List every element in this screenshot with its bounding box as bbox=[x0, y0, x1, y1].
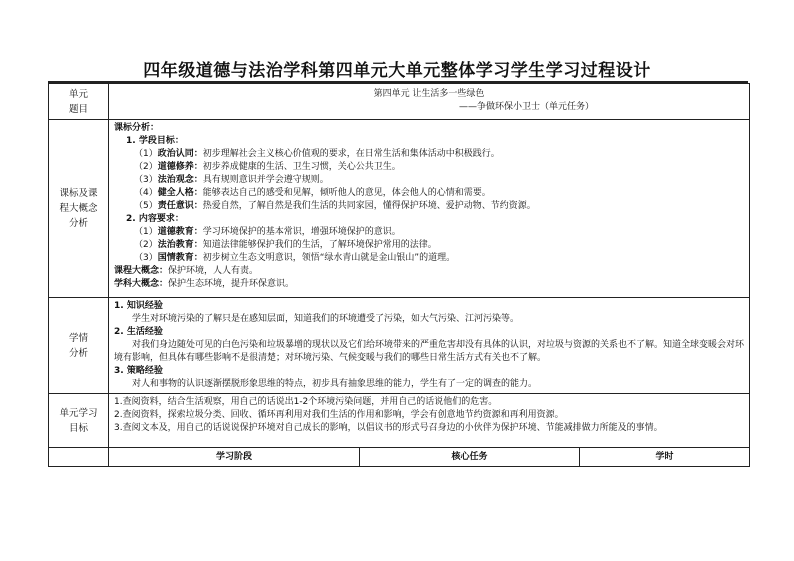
stage-header-row bbox=[49, 448, 750, 467]
curriculum-label bbox=[49, 120, 109, 298]
unit-title-cell bbox=[109, 84, 750, 120]
learner-content bbox=[109, 298, 750, 394]
goal-item: （3）法治观念：具有规则意识并学会遵守规则。 bbox=[134, 175, 329, 185]
label-line: 学情 bbox=[68, 332, 88, 344]
goals-label bbox=[49, 394, 109, 448]
unit-name: 第四单元 让生活多一些绿色 bbox=[373, 89, 485, 99]
content-item: （3）国情教育：初步树立生态文明意识，领悟“绿水青山就是金山银山”的道理。 bbox=[134, 253, 456, 263]
label-line: 目标 bbox=[68, 422, 88, 434]
goal-item: （2）道德修养：初步养成健康的生活、卫生习惯，关心公共卫生。 bbox=[134, 162, 401, 172]
label-line: 题目 bbox=[68, 103, 88, 115]
curriculum-row bbox=[49, 120, 750, 298]
curriculum-content bbox=[109, 120, 750, 298]
knowledge-text: 学生对环境污染的了解只是在感知层面，知道我们的环境遭受了污染，如大气污染、江河污染等。 bbox=[132, 314, 520, 324]
unit-task: ——争做环保小卫士（单元任务） bbox=[458, 102, 594, 112]
learner-row bbox=[49, 298, 750, 394]
hours-header: 学时 bbox=[580, 448, 750, 467]
course-concept: 课程大概念：保护环境，人人有责。 bbox=[114, 266, 259, 276]
stage-header-spacer bbox=[49, 448, 109, 467]
strategy-heading: 3. 策略经验 bbox=[114, 366, 163, 376]
content-item: （2）法治教育：知道法律能够保护我们的生活，了解环境保护常用的法律。 bbox=[134, 240, 437, 250]
goals-row bbox=[49, 394, 750, 448]
stage-header: 学习阶段 bbox=[109, 448, 360, 467]
goal-line: 1.查阅资料，结合生活观察，用自己的话说出1-2个环境污染问题，并用自己的话说他们的危害。 bbox=[114, 397, 498, 407]
label-line: 程大概念 bbox=[59, 203, 98, 214]
goal-item: （1）政治认同：初步理解社会主义核心价值观的要求，在日常生活和集体活动中积极践行。 bbox=[134, 149, 500, 159]
curriculum-heading: 课标分析： bbox=[114, 123, 160, 133]
goal-line: 2.查阅资料，探索垃圾分类、回收、循环再利用对我们生活的作用和影响，学会有创意地节约资源和再利用资源。 bbox=[114, 410, 564, 420]
label-line: 单元 bbox=[68, 88, 88, 100]
document-title: 四年级道德与法治学科第四单元大单元整体学习学生学习过程设计 bbox=[143, 61, 651, 81]
goal-item: （5）责任意识：热爱自然，了解自然是我们生活的共同家园，懂得保护环境、爱护动物、节约资源。 bbox=[134, 201, 536, 211]
label-line: 分析 bbox=[68, 347, 88, 359]
life-text: 对我们身边随处可见的白色污染和垃圾暴增的现状以及它们给环境带来的严重危害却没有具体的认识，对垃圾与资源的关系也不了解。知道全球变暖会对环境有影响，但具体有哪些影响不是很清楚；对环境污染、气候变暖与我们的哪些日常生活方式有关也不了解。 bbox=[114, 340, 745, 363]
strategy-text: 对人和事物的认识逐渐摆脱形象思维的特点，初步具有抽象思维的能力，学生有了一定的调查的能力。 bbox=[132, 379, 538, 389]
subject-concept: 学科大概念：保护生态环境，提升环保意识。 bbox=[114, 279, 295, 289]
content-heading: 2. 内容要求： bbox=[126, 214, 184, 224]
label-line: 课标及课 bbox=[59, 188, 98, 199]
learner-label bbox=[49, 298, 109, 394]
task-header: 核心任务 bbox=[360, 448, 580, 467]
knowledge-heading: 1. 知识经验 bbox=[114, 301, 163, 311]
goal-line: 3.查阅文本及，用自己的话说说保护环境对自己成长的影响，以倡议书的形式号召身边的小伙伴为保护环境、节能减排做力所能及的事情。 bbox=[114, 423, 663, 433]
goal-item: （4）健全人格：能够表达自己的感受和见解，倾听他人的意见，体会他人的心情和需要。 bbox=[134, 188, 491, 198]
goals-content bbox=[109, 394, 750, 448]
life-heading: 2. 生活经验 bbox=[114, 327, 163, 337]
label-line: 分析 bbox=[68, 218, 88, 229]
content-item: （1）道德教育：学习环境保护的基本常识，增强环境保护的意识。 bbox=[134, 227, 401, 237]
goals-heading: 1. 学段目标： bbox=[126, 136, 184, 146]
unit-title-row bbox=[49, 84, 750, 120]
design-table bbox=[48, 83, 750, 467]
label-line: 单元学习 bbox=[59, 407, 98, 419]
unit-title-label bbox=[49, 84, 109, 120]
